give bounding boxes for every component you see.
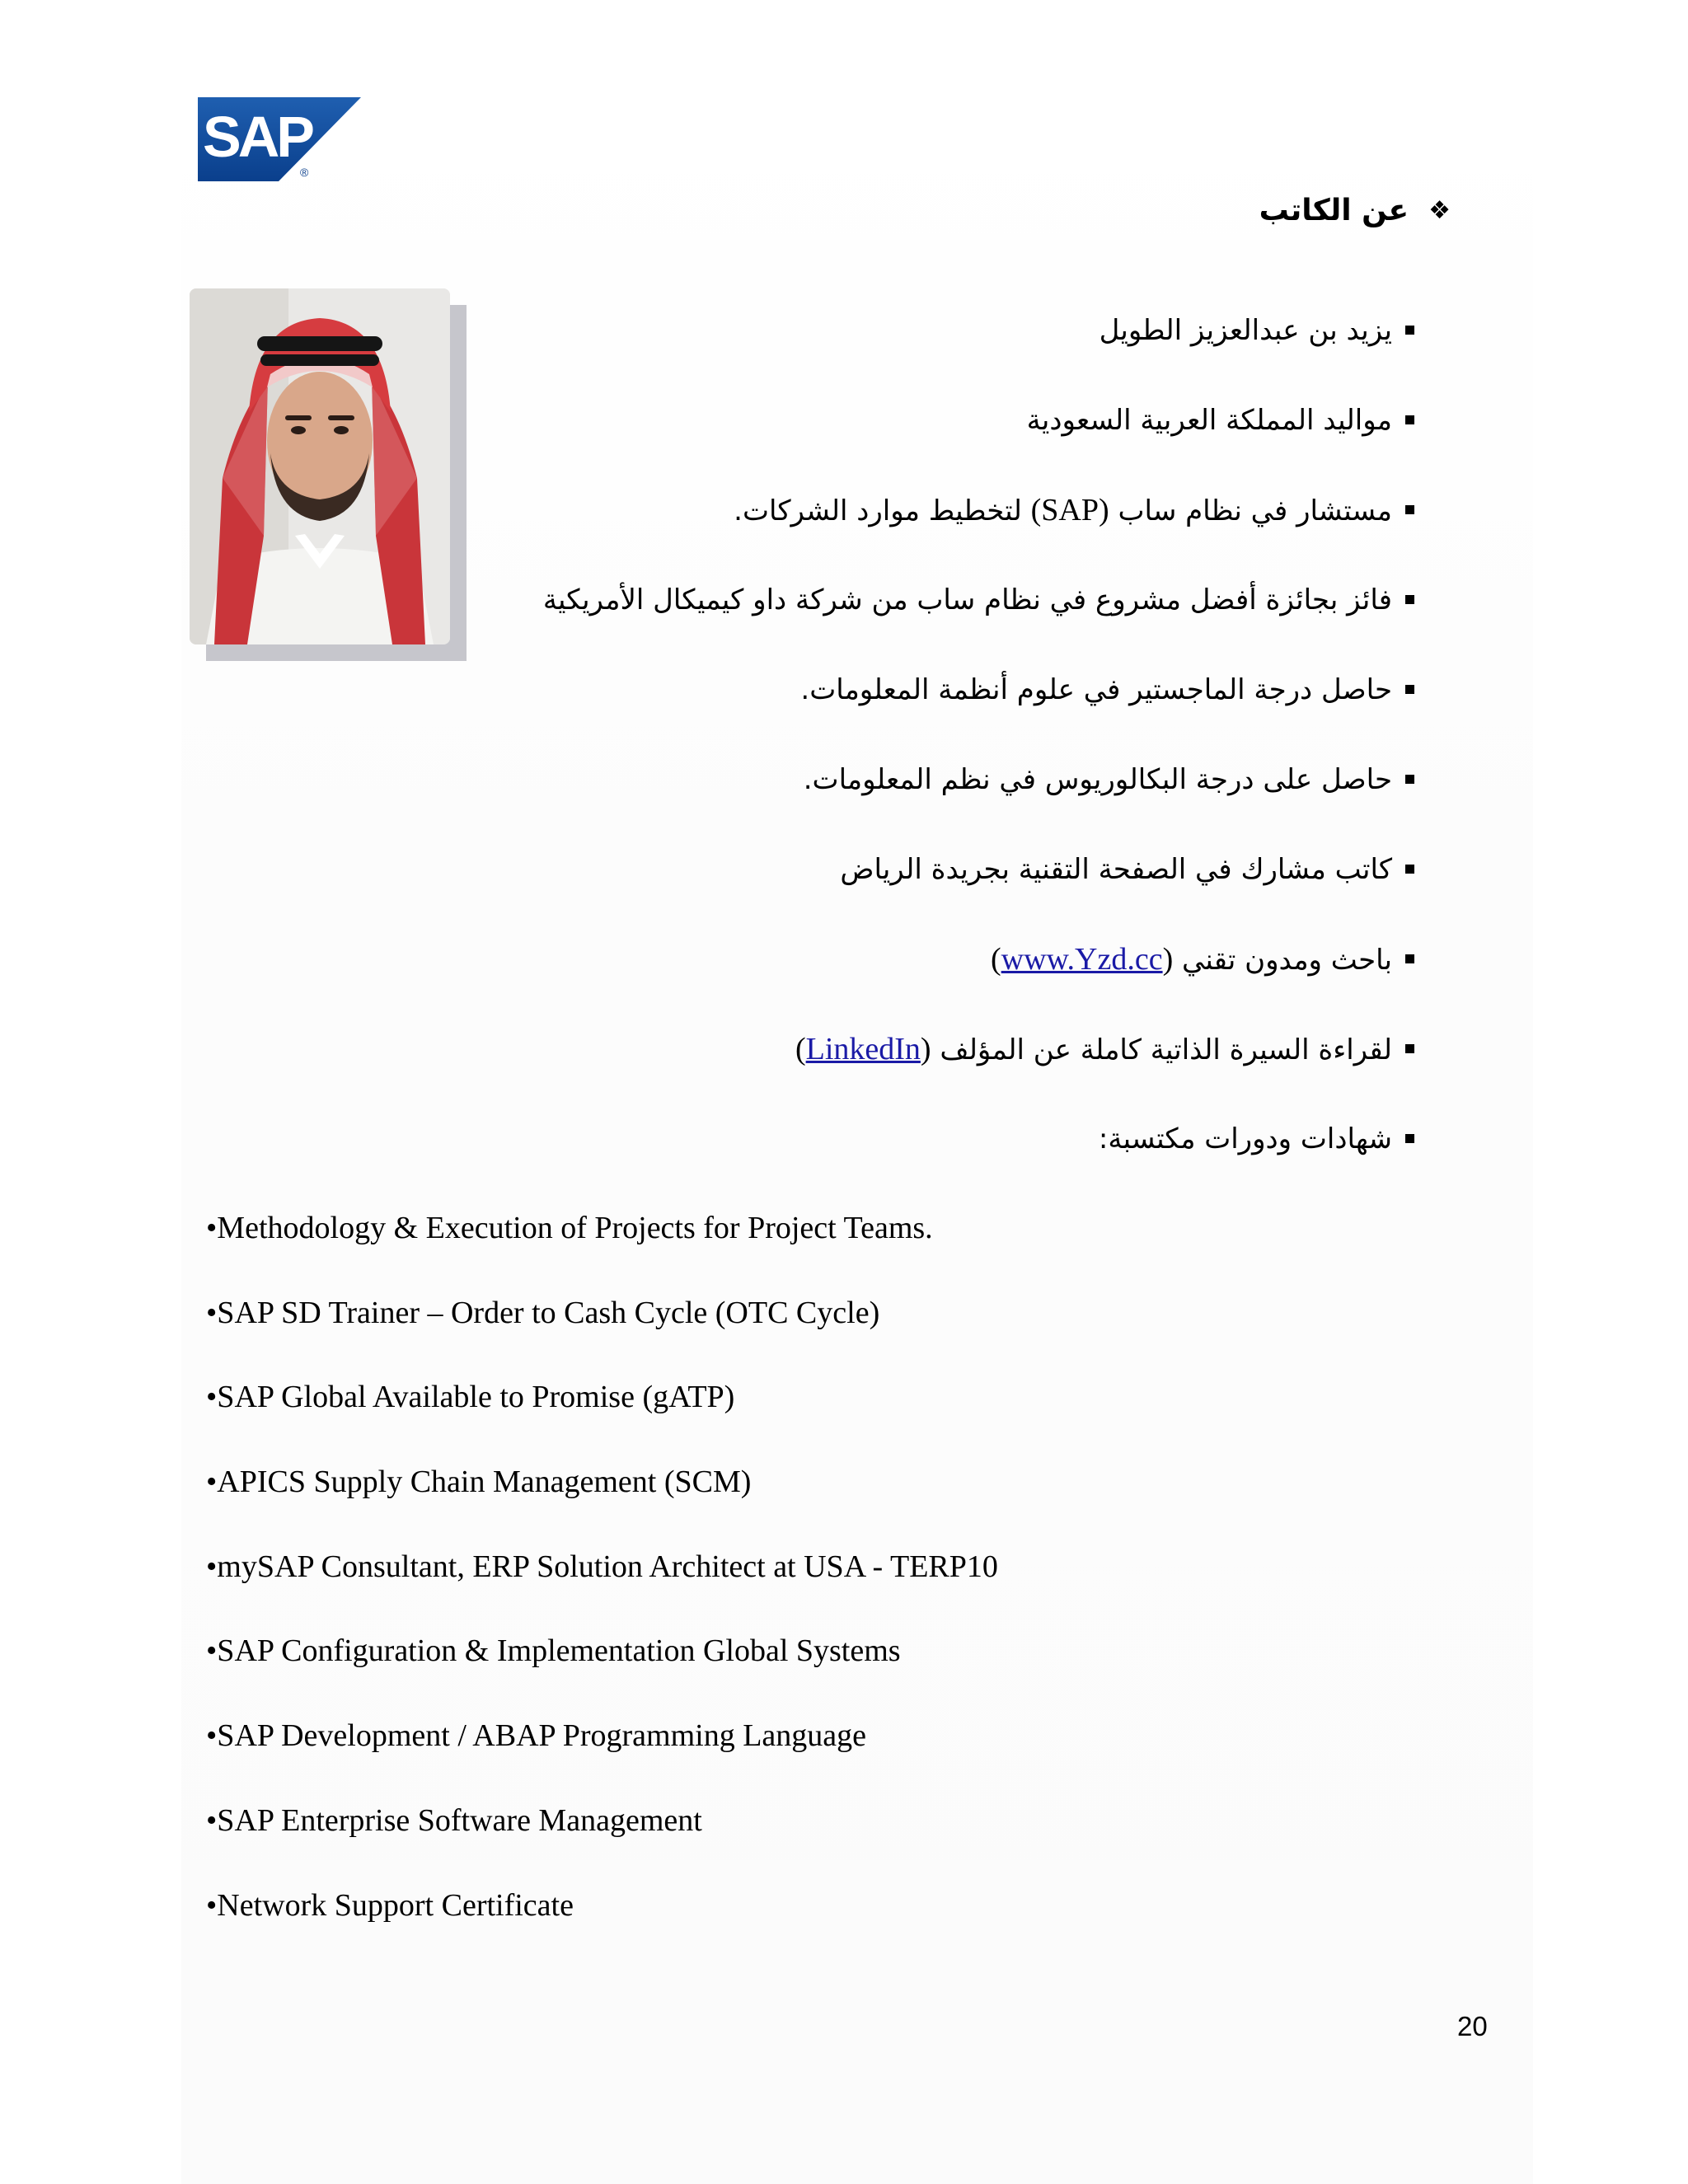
square-bullet-icon bbox=[1405, 775, 1414, 784]
item-text-part: لتخطيط موارد الشركات. bbox=[734, 494, 1031, 527]
list-item bbox=[425, 375, 1414, 465]
square-bullet-icon bbox=[1405, 1044, 1414, 1053]
four-diamond-bullet-icon: ❖ bbox=[1428, 195, 1451, 225]
item-text-part: مستشار في نظام ساب bbox=[1109, 494, 1392, 527]
square-bullet-icon bbox=[1405, 505, 1414, 514]
section-heading bbox=[1259, 194, 1451, 227]
website-link[interactable]: www.Yzd.cc bbox=[1001, 941, 1163, 977]
paren-close: ) bbox=[991, 941, 1001, 977]
square-bullet-icon bbox=[1405, 685, 1414, 694]
item-text: كاتب مشارك في الصفحة التقنية بجريدة الرياض bbox=[840, 852, 1392, 886]
list-item bbox=[425, 1004, 1414, 1094]
certificate-item: •Methodology & Execution of Projects for Project Teams. bbox=[206, 1211, 933, 1245]
list-item bbox=[425, 824, 1414, 914]
list-item bbox=[425, 555, 1414, 644]
item-text bbox=[734, 492, 1392, 528]
paren-open: ( bbox=[920, 1031, 931, 1066]
registered-mark: ® bbox=[300, 166, 309, 179]
section-title-text: عن الكاتب bbox=[1259, 194, 1409, 227]
author-portrait-icon bbox=[190, 288, 450, 644]
item-text: يزيد بن عبدالعزيز الطويل bbox=[1099, 313, 1392, 347]
certificate-item: •APICS Supply Chain Management (SCM) bbox=[206, 1465, 752, 1500]
sap-logo bbox=[198, 97, 361, 181]
list-item bbox=[425, 914, 1414, 1004]
square-bullet-icon bbox=[1405, 954, 1414, 963]
paren-close: ) bbox=[795, 1031, 806, 1066]
list-item bbox=[425, 285, 1414, 375]
item-text: مواليد المملكة العربية السعودية bbox=[1026, 403, 1392, 437]
item-text-part: باحث ومدون تقني bbox=[1173, 943, 1392, 977]
list-item bbox=[425, 644, 1414, 734]
about-author-list bbox=[425, 285, 1414, 1183]
certificate-item: •SAP Global Available to Promise (gATP) bbox=[206, 1380, 735, 1415]
item-text bbox=[795, 1031, 1392, 1067]
square-bullet-icon bbox=[1405, 326, 1414, 335]
square-bullet-icon bbox=[1405, 595, 1414, 604]
item-text: فائز بجائزة أفضل مشروع في نظام ساب من شركة داو كيميكال الأمريكية bbox=[542, 583, 1392, 616]
linkedin-link[interactable]: LinkedIn bbox=[805, 1031, 921, 1066]
certificate-item: •SAP Configuration & Implementation Global Systems bbox=[206, 1633, 901, 1669]
certificate-item: •mySAP Consultant, ERP Solution Architect at USA - TERP10 bbox=[206, 1549, 998, 1584]
list-item bbox=[425, 465, 1414, 555]
square-bullet-icon bbox=[1405, 415, 1414, 424]
page-number: 20 bbox=[1457, 2011, 1488, 2041]
item-text bbox=[991, 941, 1392, 977]
sap-abbreviation: (SAP) bbox=[1030, 492, 1109, 527]
square-bullet-icon bbox=[1405, 865, 1414, 874]
certificate-item: •SAP SD Trainer – Order to Cash Cycle (OTC Cycle) bbox=[206, 1295, 880, 1330]
certificate-item: •SAP Development / ABAP Programming Language bbox=[206, 1718, 867, 1754]
certificate-item: •SAP Enterprise Software Management bbox=[206, 1802, 702, 1838]
logo-text: SAP bbox=[203, 105, 312, 169]
item-text: شهادات ودورات مكتسبة: bbox=[1098, 1122, 1392, 1155]
certificates-list bbox=[206, 1199, 998, 1961]
list-item bbox=[425, 1094, 1414, 1183]
paren-open: ( bbox=[1162, 941, 1174, 977]
item-text: حاصل على درجة البكالوريوس في نظم المعلومات. bbox=[803, 762, 1392, 796]
list-item bbox=[425, 734, 1414, 824]
item-text-part: لقراءة السيرة الذاتية كاملة عن المؤلف bbox=[931, 1033, 1392, 1066]
item-text: حاصل درجة الماجستير في علوم أنظمة المعلومات. bbox=[800, 673, 1392, 706]
square-bullet-icon bbox=[1405, 1134, 1414, 1143]
certificate-item: •Network Support Certificate bbox=[206, 1887, 574, 1923]
